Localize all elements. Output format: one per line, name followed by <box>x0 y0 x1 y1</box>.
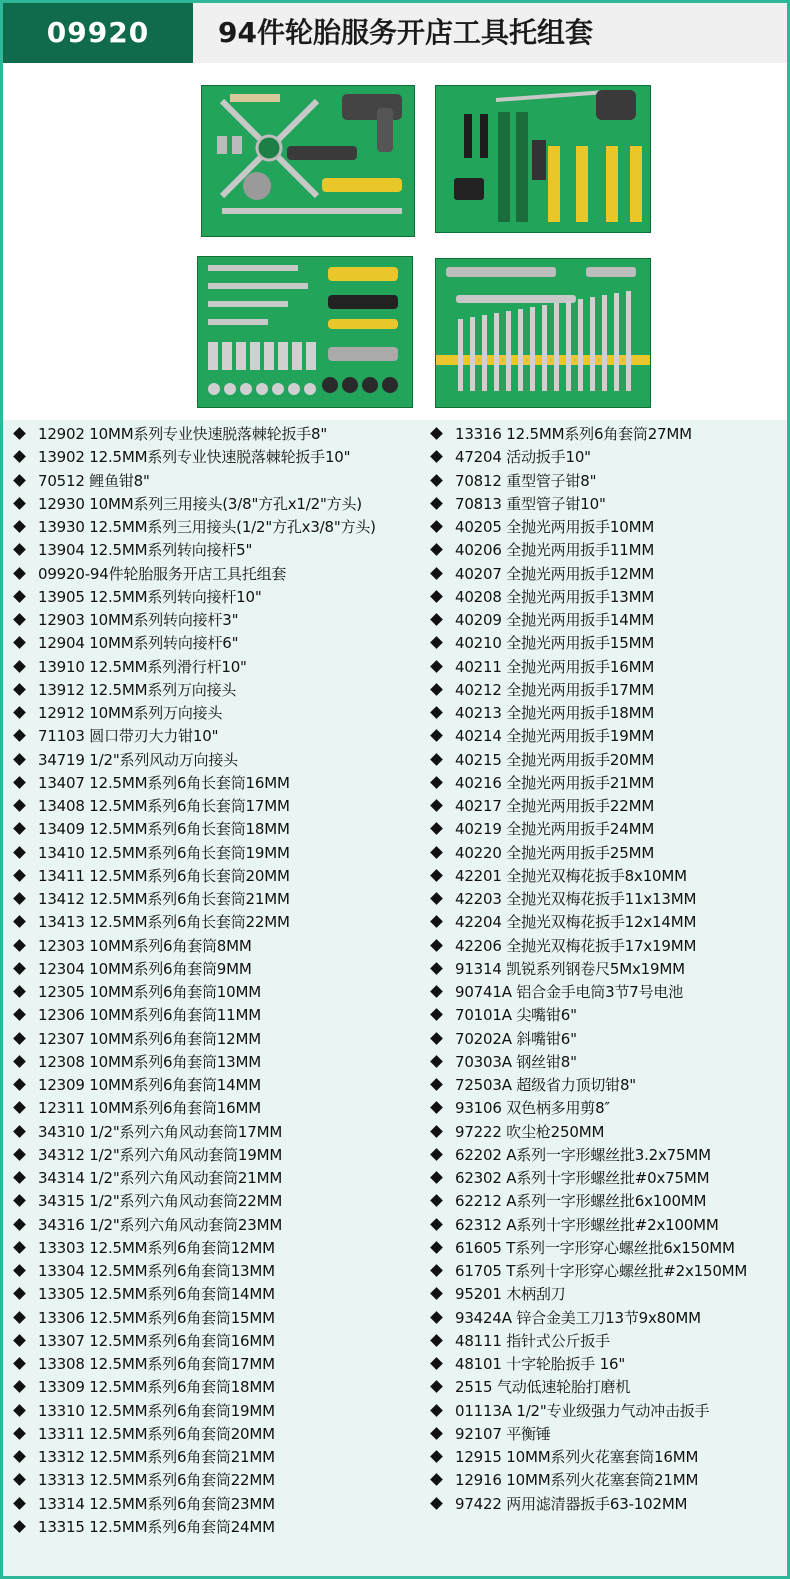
list-item-text: 13309 12.5MM系列6角套筒18MM <box>38 1378 275 1397</box>
list-item-text: 13312 12.5MM系列6角套筒21MM <box>38 1448 275 1466</box>
list-item-text: 90741A 铝合金手电筒3节7号电池 <box>455 983 684 1001</box>
diamond-bullet-icon <box>430 497 443 510</box>
list-item-text: 12307 10MM系列6角套筒12MM <box>38 1029 261 1048</box>
list-item-text: 13905 12.5MM系列转向接杆10" <box>38 587 262 606</box>
diamond-bullet-icon <box>13 753 26 766</box>
diamond-bullet-icon <box>430 869 443 882</box>
diamond-bullet-icon <box>13 520 26 533</box>
list-item-text: 70812 重型管子钳8" <box>455 471 597 490</box>
list-item-text: 40212 全抛光两用扳手17MM <box>455 680 655 699</box>
parts-list <box>3 420 787 1576</box>
diamond-bullet-icon <box>13 1334 26 1347</box>
list-item <box>428 1376 630 1399</box>
list-item-text: 12916 10MM系列火花塞套筒21MM <box>455 1471 699 1490</box>
diamond-bullet-icon <box>13 962 26 975</box>
diamond-bullet-icon <box>13 1078 26 1091</box>
list-item <box>428 1330 610 1353</box>
list-item <box>3 749 238 772</box>
diamond-bullet-icon <box>430 776 443 789</box>
diamond-bullet-icon <box>13 1287 26 1300</box>
diamond-bullet-icon <box>430 799 443 812</box>
list-item <box>3 632 238 655</box>
list-item-text: 13311 12.5MM系列6角套筒20MM <box>38 1424 275 1443</box>
list-item-text: 13313 12.5MM系列6角套筒22MM <box>38 1471 275 1490</box>
list-item <box>3 1097 261 1120</box>
list-item-text: 40207 全抛光两用扳手12MM <box>455 564 655 583</box>
list-item-text: 70202A 斜嘴钳6" <box>455 1029 577 1048</box>
list-item-text: 40216 全抛光两用扳手21MM <box>455 773 655 792</box>
list-item <box>3 725 218 748</box>
list-item <box>428 1144 711 1167</box>
list-item-text: 13930 12.5MM系列三用接头(1/2"方孔x3/8"方头) <box>38 518 376 536</box>
list-item <box>3 493 362 516</box>
list-item <box>3 1074 261 1097</box>
diamond-bullet-icon <box>13 846 26 859</box>
list-item-text: 12306 10MM系列6角套筒11MM <box>38 1006 261 1025</box>
list-item-text: 42201 全抛光双梅花扳手8x10MM <box>455 866 687 885</box>
list-item-text: 40214 全抛光两用扳手19MM <box>455 727 655 746</box>
list-item <box>428 1074 636 1097</box>
list-item-text: 40213 全抛光两用扳手18MM <box>455 704 655 722</box>
diamond-bullet-icon <box>13 1125 26 1138</box>
list-item-text: 13408 12.5MM系列6角长套筒17MM <box>38 797 290 815</box>
list-item-text: 40217 全抛光两用扳手22MM <box>455 797 655 815</box>
list-item <box>3 1144 282 1167</box>
diamond-bullet-icon <box>430 1287 443 1300</box>
diamond-bullet-icon <box>13 729 26 742</box>
list-item <box>428 423 692 446</box>
list-item-text: 48101 十字轮胎扳手 16" <box>455 1355 626 1373</box>
diamond-bullet-icon <box>430 474 443 487</box>
list-item <box>3 795 290 818</box>
list-item-text: 13409 12.5MM系列6角长套筒18MM <box>38 820 290 839</box>
diamond-bullet-icon <box>13 1218 26 1231</box>
list-item-text: 92107 平衡锤 <box>455 1424 551 1443</box>
diamond-bullet-icon <box>430 1125 443 1138</box>
diamond-bullet-icon <box>430 1032 443 1045</box>
list-item <box>428 1400 709 1423</box>
list-item <box>3 586 262 609</box>
list-item <box>3 1516 275 1539</box>
diamond-bullet-icon <box>430 1473 443 1486</box>
diamond-bullet-icon <box>430 613 443 626</box>
list-item <box>428 1121 604 1144</box>
list-item-text: 40219 全抛光两用扳手24MM <box>455 820 655 839</box>
diamond-bullet-icon <box>430 1357 443 1370</box>
list-item-text: 13410 12.5MM系列6角长套筒19MM <box>38 843 290 862</box>
list-item-text: 97222 吹尘枪250MM <box>455 1122 605 1141</box>
list-item <box>428 911 696 934</box>
list-item <box>428 749 654 772</box>
diamond-bullet-icon <box>13 869 26 882</box>
list-item-text: 12904 10MM系列转向接杆6" <box>38 634 239 653</box>
list-item <box>3 842 290 865</box>
list-item-text: 93106 双色柄多用剪8″ <box>455 1099 610 1118</box>
list-item-text: 12912 10MM系列万向接头 <box>38 704 223 722</box>
diamond-bullet-icon <box>13 939 26 952</box>
list-item <box>428 563 654 586</box>
list-item <box>428 865 687 888</box>
list-item-text: 48111 指针式公斤扳手 <box>455 1331 610 1350</box>
list-item <box>428 935 696 958</box>
list-item <box>3 1400 275 1423</box>
list-item <box>428 1493 687 1516</box>
diamond-bullet-icon <box>13 683 26 696</box>
diamond-bullet-icon <box>13 1380 26 1393</box>
list-item <box>3 1167 282 1190</box>
list-item <box>3 539 252 562</box>
list-item <box>3 958 252 981</box>
list-item-text: 62312 A系列十字形螺丝批#2x100MM <box>455 1215 719 1234</box>
list-item-text: 13904 12.5MM系列转向接杆5" <box>38 541 253 560</box>
diamond-bullet-icon <box>13 1032 26 1045</box>
list-item <box>3 981 261 1004</box>
tray-photo-sockets-image <box>198 257 412 407</box>
diamond-bullet-icon <box>13 1264 26 1277</box>
list-item-text: 13310 12.5MM系列6角套筒19MM <box>38 1401 275 1420</box>
list-item <box>428 609 654 632</box>
list-item <box>428 656 654 679</box>
list-item <box>428 981 683 1004</box>
list-item <box>3 1423 275 1446</box>
list-item <box>3 1028 261 1051</box>
list-item <box>428 1423 551 1446</box>
list-item-text: 13308 12.5MM系列6角套筒17MM <box>38 1355 275 1373</box>
list-item <box>428 632 654 655</box>
diamond-bullet-icon <box>13 450 26 463</box>
list-item-text: 13407 12.5MM系列6角长套筒16MM <box>38 773 290 792</box>
diamond-bullet-icon <box>430 985 443 998</box>
list-item-text: 01113A 1/2"专业级强力气动冲击扳手 <box>455 1401 710 1420</box>
diamond-bullet-icon <box>430 939 443 952</box>
list-item <box>3 1307 275 1330</box>
list-item-text: 34310 1/2"系列六角风动套筒17MM <box>38 1122 283 1141</box>
tray-photo-impact-tools-image <box>202 86 414 236</box>
diamond-bullet-icon <box>13 915 26 928</box>
list-item-text: 42203 全抛光双梅花扳手11x13MM <box>455 890 697 908</box>
list-item <box>428 679 654 702</box>
list-item <box>428 470 596 493</box>
list-item <box>3 1004 261 1027</box>
diamond-bullet-icon <box>13 590 26 603</box>
list-item-text: 13315 12.5MM系列6角套筒24MM <box>38 1517 275 1536</box>
list-item-text: 12309 10MM系列6角套筒14MM <box>38 1076 261 1094</box>
diamond-bullet-icon <box>13 1008 26 1021</box>
list-item-text: 40209 全抛光两用扳手14MM <box>455 611 655 629</box>
diamond-bullet-icon <box>430 1404 443 1417</box>
list-item <box>3 1469 275 1492</box>
list-item-text: 95201 木柄刮刀 <box>455 1285 566 1304</box>
header-bar <box>3 3 787 63</box>
list-item <box>428 1237 735 1260</box>
list-item <box>3 818 290 841</box>
list-item-text: 40215 全抛光两用扳手20MM <box>455 750 655 769</box>
diamond-bullet-icon <box>13 1404 26 1417</box>
list-item-text: 13303 12.5MM系列6角套筒12MM <box>38 1238 275 1257</box>
list-item <box>3 888 290 911</box>
diamond-bullet-icon <box>13 1194 26 1207</box>
list-item-text: 13314 12.5MM系列6角套筒23MM <box>38 1494 275 1513</box>
list-item-text: 12308 10MM系列6角套筒13MM <box>38 1052 261 1071</box>
diamond-bullet-icon <box>430 706 443 719</box>
list-item <box>428 795 654 818</box>
diamond-bullet-icon <box>430 729 443 742</box>
list-item <box>428 888 696 911</box>
diamond-bullet-icon <box>430 1194 443 1207</box>
list-item-text: 34314 1/2"系列六角风动套筒21MM <box>38 1169 283 1187</box>
list-item-text: 61605 T系列一字形穿心螺丝批6x150MM <box>455 1238 735 1257</box>
list-item <box>3 516 376 539</box>
list-item-text: 12903 10MM系列转向接杆3" <box>38 611 239 629</box>
diamond-bullet-icon <box>430 846 443 859</box>
diamond-bullet-icon <box>430 590 443 603</box>
list-item <box>3 423 327 446</box>
list-item-text: 13307 12.5MM系列6角套筒16MM <box>38 1331 275 1350</box>
list-item-text: 12902 10MM系列专业快速脱落棘轮扳手8" <box>38 425 328 443</box>
diamond-bullet-icon <box>430 822 443 835</box>
diamond-bullet-icon <box>430 1497 443 1510</box>
list-item-text: 97422 两用滤清器扳手63-102MM <box>455 1494 688 1513</box>
list-item-text: 13413 12.5MM系列6角长套筒22MM <box>38 913 290 932</box>
diamond-bullet-icon <box>430 450 443 463</box>
diamond-bullet-icon <box>430 660 443 673</box>
list-item-text: 91314 凯锐系列钢卷尺5Mx19MM <box>455 959 685 978</box>
list-item-text: 13411 12.5MM系列6角长套筒20MM <box>38 866 290 885</box>
list-item <box>428 1283 566 1306</box>
list-item <box>3 470 150 493</box>
list-item-text: 70512 鲤鱼钳8" <box>38 471 150 490</box>
list-item-text: 12311 10MM系列6角套筒16MM <box>38 1099 261 1118</box>
list-item <box>3 1493 275 1516</box>
diamond-bullet-icon <box>430 1311 443 1324</box>
list-item-text: 13316 12.5MM系列6角套筒27MM <box>455 425 692 443</box>
diamond-bullet-icon <box>13 1450 26 1463</box>
list-item <box>3 1121 282 1144</box>
list-item-text: 40205 全抛光两用扳手10MM <box>455 518 655 536</box>
diamond-bullet-icon <box>430 636 443 649</box>
list-item <box>428 772 654 795</box>
list-item-text: 2515 气动低速轮胎打磨机 <box>455 1378 631 1397</box>
list-item-text: 42204 全抛光双梅花扳手12x14MM <box>455 913 697 932</box>
list-item-text: 70303A 钢丝钳8" <box>455 1052 577 1071</box>
list-item <box>428 539 654 562</box>
list-item <box>428 586 654 609</box>
list-item-text: 70813 重型管子钳10" <box>455 494 606 513</box>
list-item-text: 13306 12.5MM系列6角套筒15MM <box>38 1308 275 1327</box>
list-item <box>3 865 290 888</box>
list-item <box>3 1330 275 1353</box>
list-item-text: 42206 全抛光双梅花扳手17x19MM <box>455 936 697 955</box>
list-item <box>428 1260 747 1283</box>
list-item-text: 13412 12.5MM系列6角长套筒21MM <box>38 890 290 908</box>
diamond-bullet-icon <box>13 1101 26 1114</box>
list-item <box>428 1051 577 1074</box>
list-item <box>428 1167 709 1190</box>
list-item <box>3 563 286 586</box>
diamond-bullet-icon <box>13 706 26 719</box>
diamond-bullet-icon <box>430 1450 443 1463</box>
list-item-text: 12915 10MM系列火花塞套筒16MM <box>455 1448 699 1466</box>
list-item <box>428 493 606 516</box>
diamond-bullet-icon <box>13 497 26 510</box>
list-item-text: 13305 12.5MM系列6角套筒14MM <box>38 1285 275 1304</box>
list-item <box>3 609 238 632</box>
diamond-bullet-icon <box>13 1171 26 1184</box>
diamond-bullet-icon <box>13 427 26 440</box>
diamond-bullet-icon <box>13 799 26 812</box>
list-item-text: 34312 1/2"系列六角风动套筒19MM <box>38 1145 283 1164</box>
diamond-bullet-icon <box>430 520 443 533</box>
diamond-bullet-icon <box>430 1241 443 1254</box>
diamond-bullet-icon <box>13 1497 26 1510</box>
list-item <box>428 1214 719 1237</box>
diamond-bullet-icon <box>430 1334 443 1347</box>
diamond-bullet-icon <box>430 1380 443 1393</box>
diamond-bullet-icon <box>13 567 26 580</box>
list-item-text: 62212 A系列一字形螺丝批6x100MM <box>455 1192 707 1211</box>
list-item <box>428 1307 701 1330</box>
list-item <box>428 1097 610 1120</box>
diamond-bullet-icon <box>430 543 443 556</box>
diamond-bullet-icon <box>13 543 26 556</box>
list-item-text: 12304 10MM系列6角套筒9MM <box>38 959 252 978</box>
list-item <box>3 1190 282 1213</box>
diamond-bullet-icon <box>430 1171 443 1184</box>
diamond-bullet-icon <box>13 474 26 487</box>
list-item <box>3 1283 275 1306</box>
list-item-text: 34316 1/2"系列六角风动套筒23MM <box>38 1215 283 1234</box>
diamond-bullet-icon <box>430 1264 443 1277</box>
list-item-text: 47204 活动扳手10" <box>455 448 591 467</box>
tray-photo-sockets-ratchets <box>197 256 413 408</box>
list-item-text: 40208 全抛光两用扳手13MM <box>455 587 655 606</box>
list-item <box>428 818 654 841</box>
list-item <box>428 702 654 725</box>
diamond-bullet-icon <box>430 915 443 928</box>
list-item <box>3 772 290 795</box>
list-item <box>3 1214 282 1237</box>
diamond-bullet-icon <box>13 613 26 626</box>
list-item-text: 70101A 尖嘴钳6" <box>455 1006 577 1025</box>
page-title: 94件轮胎服务开店工具托组套 <box>218 16 593 49</box>
diamond-bullet-icon <box>430 1427 443 1440</box>
list-item <box>3 656 247 679</box>
list-item-text: 40206 全抛光两用扳手11MM <box>455 541 655 560</box>
list-item <box>3 702 222 725</box>
list-item-text: 12305 10MM系列6角套筒10MM <box>38 983 261 1001</box>
diamond-bullet-icon <box>430 962 443 975</box>
list-item-text: 13912 12.5MM系列万向接头 <box>38 680 237 699</box>
product-code: 09920 <box>3 3 193 63</box>
diamond-bullet-icon <box>13 1148 26 1161</box>
list-item <box>428 958 685 981</box>
list-item <box>3 1446 275 1469</box>
tray-photo-wrenches-image <box>436 259 650 407</box>
list-item <box>428 1469 698 1492</box>
diamond-bullet-icon <box>430 1008 443 1021</box>
list-item-text: 13910 12.5MM系列滑行杆10" <box>38 657 247 676</box>
diamond-bullet-icon <box>430 1218 443 1231</box>
list-item <box>3 1237 275 1260</box>
list-item <box>3 911 290 934</box>
list-item <box>3 1260 275 1283</box>
diamond-bullet-icon <box>430 753 443 766</box>
list-item-text: 62302 A系列十字形螺丝批#0x75MM <box>455 1169 710 1187</box>
list-item <box>3 1353 275 1376</box>
diamond-bullet-icon <box>430 892 443 905</box>
diamond-bullet-icon <box>13 660 26 673</box>
list-item-text: 12303 10MM系列6角套筒8MM <box>38 936 252 955</box>
list-item-text: 40210 全抛光两用扳手15MM <box>455 634 655 653</box>
list-item <box>428 1446 698 1469</box>
diamond-bullet-icon <box>430 683 443 696</box>
tool-tray-photos <box>3 63 787 418</box>
list-item <box>428 725 654 748</box>
diamond-bullet-icon <box>13 1520 26 1533</box>
tray-photo-pliers-screwdrivers <box>435 85 651 233</box>
diamond-bullet-icon <box>13 1055 26 1068</box>
diamond-bullet-icon <box>13 1427 26 1440</box>
list-item <box>428 842 654 865</box>
diamond-bullet-icon <box>13 1357 26 1370</box>
list-item-text: 72503A 超级省力顶切钳8" <box>455 1076 636 1094</box>
diamond-bullet-icon <box>430 1078 443 1091</box>
list-item-text: 62202 A系列一字形螺丝批3.2x75MM <box>455 1145 711 1164</box>
list-item <box>428 1190 706 1213</box>
list-item <box>3 1376 275 1399</box>
diamond-bullet-icon <box>13 1241 26 1254</box>
diamond-bullet-icon <box>13 822 26 835</box>
diamond-bullet-icon <box>13 892 26 905</box>
list-item-text: 13902 12.5MM系列专业快速脱落棘轮扳手10" <box>38 448 351 467</box>
list-item <box>428 516 654 539</box>
list-item <box>3 679 236 702</box>
list-item-text: 40211 全抛光两用扳手16MM <box>455 657 655 676</box>
list-item-text: 12930 10MM系列三用接头(3/8"方孔x1/2"方头) <box>38 494 362 513</box>
diamond-bullet-icon <box>430 427 443 440</box>
diamond-bullet-icon <box>13 636 26 649</box>
list-item-text: 61705 T系列十字形穿心螺丝批#2x150MM <box>455 1262 748 1280</box>
diamond-bullet-icon <box>13 985 26 998</box>
list-item-text: 09920-94件轮胎服务开店工具托组套 <box>38 564 287 583</box>
list-item-text: 40220 全抛光两用扳手25MM <box>455 843 655 862</box>
diamond-bullet-icon <box>13 776 26 789</box>
diamond-bullet-icon <box>430 567 443 580</box>
list-item <box>428 1353 625 1376</box>
list-item-text: 71103 圆口带刃大力钳10" <box>38 727 219 746</box>
list-item <box>3 1051 261 1074</box>
list-item-text: 34719 1/2"系列风动万向接头 <box>38 750 238 769</box>
diamond-bullet-icon <box>13 1473 26 1486</box>
tray-photo-impact-tools <box>201 85 415 237</box>
list-item <box>428 446 591 469</box>
diamond-bullet-icon <box>430 1148 443 1161</box>
tray-photo-wrenches <box>435 258 651 408</box>
list-item <box>428 1004 577 1027</box>
list-item-text: 34315 1/2"系列六角风动套筒22MM <box>38 1192 283 1211</box>
diamond-bullet-icon <box>430 1101 443 1114</box>
list-item-text: 13304 12.5MM系列6角套筒13MM <box>38 1262 275 1280</box>
list-item <box>3 935 252 958</box>
diamond-bullet-icon <box>430 1055 443 1068</box>
list-item <box>3 446 350 469</box>
tray-photo-pliers-image <box>436 86 650 232</box>
diamond-bullet-icon <box>13 1311 26 1324</box>
list-item-text: 93424A 锌合金美工刀13节9x80MM <box>455 1308 701 1327</box>
list-item <box>428 1028 577 1051</box>
